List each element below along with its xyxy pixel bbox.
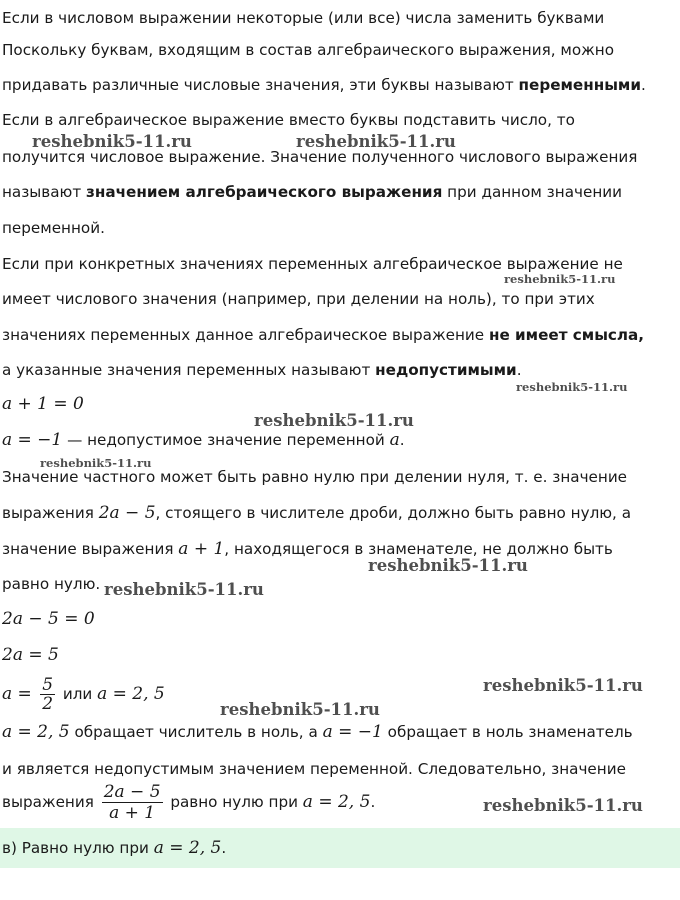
fraction-numerator: 5 (42, 675, 54, 695)
paragraph-line (2, 782, 375, 823)
answer-box (0, 828, 680, 868)
watermark: reshebnik5-11.ru (296, 132, 456, 151)
paragraph-line: получится числовое выражение. Значение полученного числового выражения (2, 148, 638, 166)
text: . (516, 361, 522, 379)
text: а указанные значения переменных называют (2, 361, 376, 379)
watermark: reshebnik5-11.ru (483, 676, 643, 695)
text: — недопустимое значение переменной (62, 431, 390, 449)
equation-line (2, 676, 165, 713)
math: a = −1 (2, 430, 63, 450)
math: a = 2, 5 (302, 792, 371, 812)
math: a (389, 430, 400, 450)
paragraph-line: Если в алгебраическое выражение вместо буквы подставить число, то (2, 111, 575, 129)
text: , находящегося в знаменателе, не должно быть (224, 540, 613, 558)
watermark: reshebnik5-11.ru (40, 456, 152, 470)
text: равно нулю при (165, 793, 303, 811)
paragraph-line (2, 722, 633, 742)
answer-line (2, 838, 226, 858)
watermark: reshebnik5-11.ru (516, 380, 628, 394)
text: придавать различные числовые значения, эти буквы называют (2, 76, 519, 94)
paragraph-line: равно нулю. (2, 575, 101, 593)
watermark: reshebnik5-11.ru (504, 272, 616, 286)
watermark: reshebnik5-11.ru (32, 132, 192, 151)
text: при данном значении (442, 183, 622, 201)
paragraph-line (2, 360, 522, 380)
watermark: reshebnik5-11.ru (483, 796, 643, 815)
text: обращает в ноль знаменатель (382, 723, 633, 741)
paragraph-line: Поскольку буквам, входящим в состав алгебраического выражения, можно (2, 41, 615, 59)
watermark: reshebnik5-11.ru (254, 411, 414, 430)
fraction-denominator: 2 (42, 694, 54, 714)
paragraph-line: Если в числовом выражении некоторые (или все) числа заменить буквами (2, 9, 605, 27)
text: в) Равно нулю при (2, 839, 154, 857)
fraction-denominator: a + 1 (102, 802, 163, 823)
math: a = 2, 5 (2, 722, 70, 742)
watermark: reshebnik5-11.ru (104, 580, 264, 599)
equation: 2a − 5 = 0 (2, 609, 95, 629)
paragraph-line (2, 503, 631, 523)
text: называют (2, 183, 87, 201)
text: обращает числитель в ноль, а (69, 723, 323, 741)
equation-line (2, 430, 405, 450)
paragraph-line (2, 75, 646, 95)
text: значениях переменных данное алгебраическое выражение (2, 326, 489, 344)
paragraph-line: Значение частного может быть равно нулю при делении нуля, т. е. значение (2, 468, 628, 486)
paragraph-line: Если при конкретных значениях переменных алгебраическое выражение не (2, 255, 623, 273)
text: . (641, 76, 646, 94)
text: выражения (2, 793, 99, 811)
text: . (399, 431, 405, 449)
term-meaningless: не имеет смысла, (488, 326, 645, 344)
math: a = 2, 5 (153, 838, 222, 858)
fraction-numerator: 2a − 5 (103, 782, 161, 802)
text: . (221, 839, 227, 857)
term-expression-value: значением алгебраического выражения (86, 183, 443, 201)
paragraph-line (2, 325, 644, 345)
paragraph-line: имеет числового значения (например, при делении на ноль), то при этих (2, 290, 595, 308)
equation: a + 1 = 0 (2, 394, 84, 414)
text: , стоящего в числителе дроби, должно быть равно нулю, а (155, 504, 632, 522)
watermark: reshebnik5-11.ru (368, 556, 528, 575)
paragraph-line: и является недопустимым значением переменной. Следовательно, значение (2, 760, 626, 778)
fraction (40, 676, 55, 713)
term-invalid: недопустимыми (375, 361, 517, 379)
math: 2a − 5 (98, 503, 156, 523)
watermark: reshebnik5-11.ru (220, 700, 380, 719)
fraction (102, 782, 163, 823)
math: a = (2, 684, 38, 704)
equation: 2a = 5 (2, 645, 59, 665)
text: выражения (2, 504, 99, 522)
term-variables: переменными (518, 76, 641, 94)
paragraph-line (2, 182, 622, 202)
math: a = −1 (322, 722, 383, 742)
math: a + 1 (178, 539, 225, 559)
paragraph-line: переменной. (2, 219, 105, 237)
text: . (370, 793, 376, 811)
math: a = 2, 5 (97, 684, 165, 704)
text: или (58, 685, 98, 703)
text: значение выражения (2, 540, 179, 558)
